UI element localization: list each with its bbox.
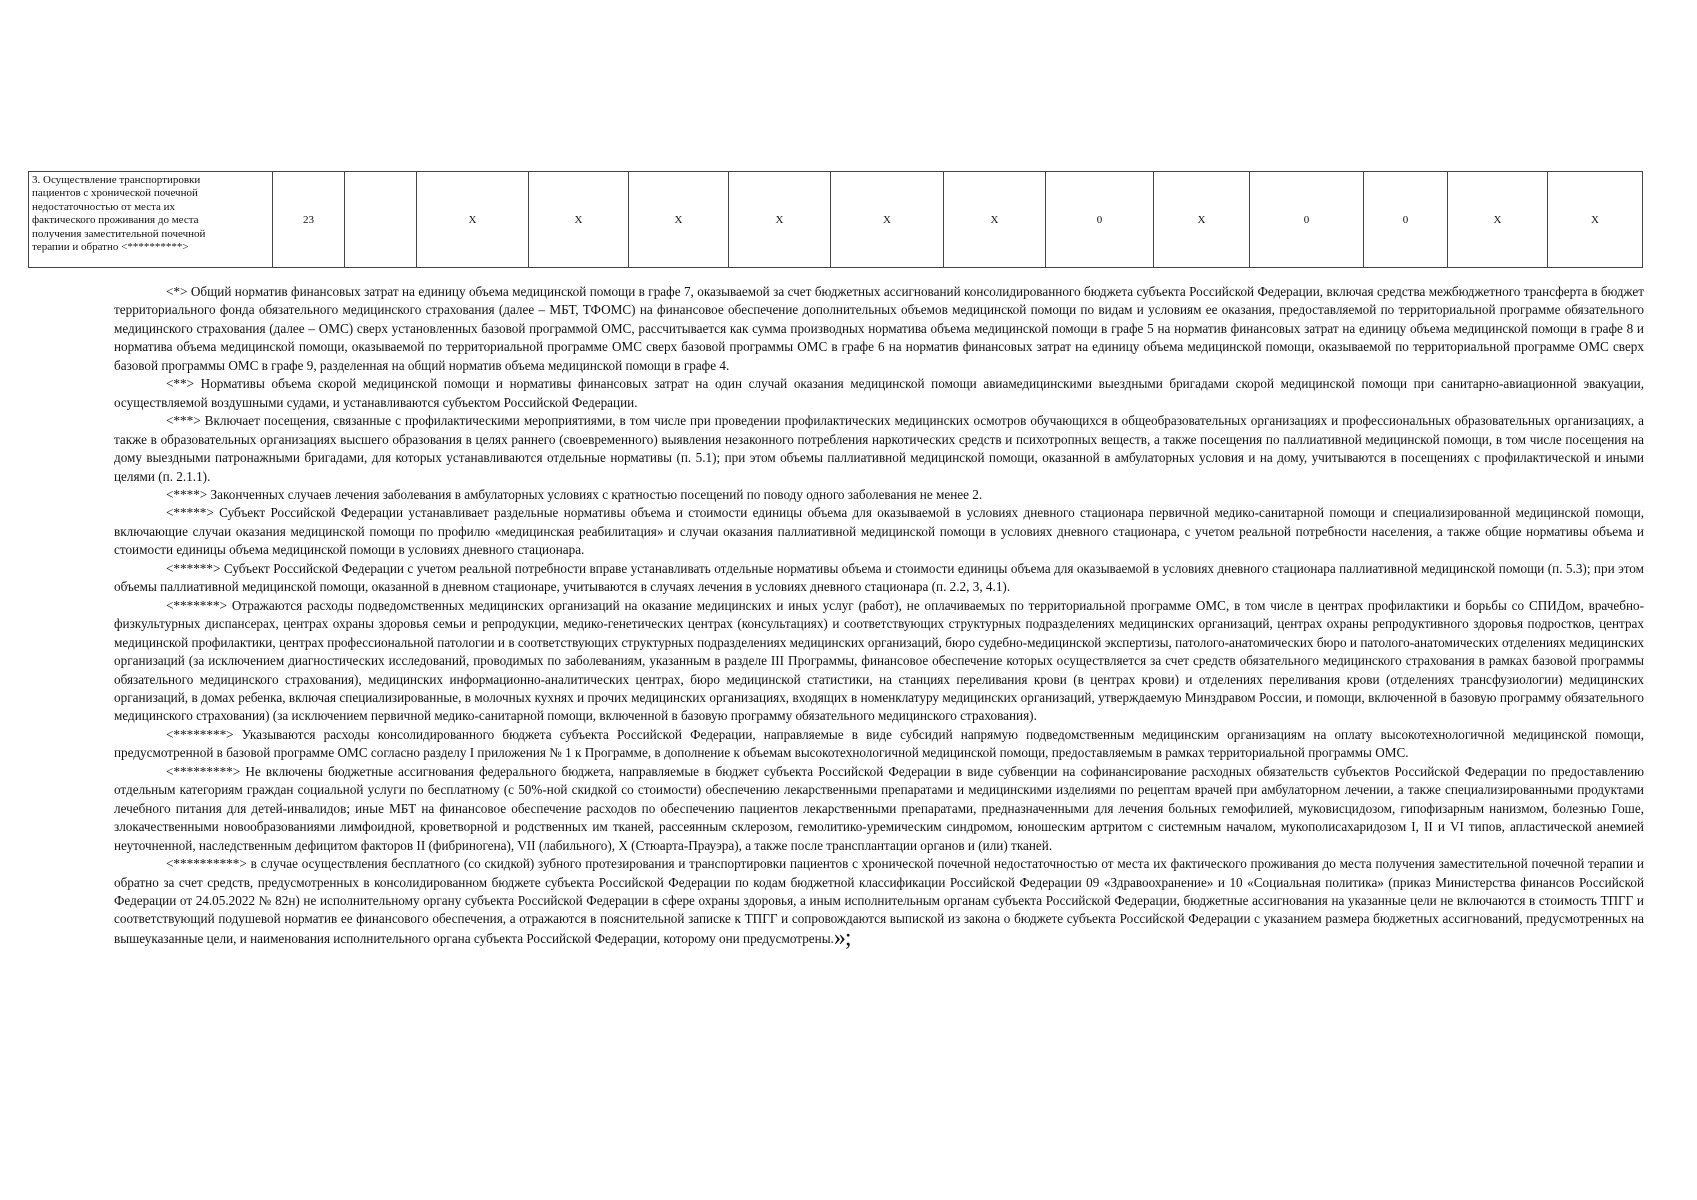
footnote: <******> Субъект Российской Федерации с учетом реальной потребности вправе устанавливать отдельные нормативы объема и стоимости единицы объема для оказываемой в условиях дневного стационара паллиативной медицинской помощи (п. 5.3); при этом объемы паллиативной медицинской помощи, оказанной в дневном стационаре, учитываются в случаях лечения в условиях дневного стационара (п. 2.2, 3, 4.1). bbox=[114, 560, 1644, 595]
table-cell: X bbox=[831, 172, 944, 268]
footnote-text: <**********> в случае осуществления бесплатного (со скидкой) зубного протезирования и транспортировки пациентов с хронической почечной недостаточностью от места их фактического проживания до места получения заместительной почечной терапии и обратно за счет средств, предусмотренных в консолидированном бюджете субъекта Российской Федерации по кодам бюджетной классификации Российской Федерации 09 «Здравоохранение» и 10 «Социальная политика» (приказ Министерства финансов Российской Федерации от 24.05.2022 № 82н) не исполнительному органу субъекта Российской Федерации в сфере охраны здоровья, а иным исполнительным органам субъекта Российской Федерации, бюджетные ассигнования на указанные цели не включаются в стоимость ТПГГ и соответствующий подушевой норматив ее финансового обеспечения, а отражаются в пояснительной записке к ТПГГ и сопровождаются выпиской из закона о бюджете субъекта Российской Федерации с указанием размера бюджетных ассигнований, предусмотренных на вышеуказанные цели, и наименования исполнительного органа субъекта Российской Федерации, которому они предусмотрены. bbox=[114, 856, 1644, 946]
row-name-cell: 3. Осуществление транспортировки пациентов с хронической почечной недостаточностью от места их фактического проживания до места получения заместительной почечной терапии и обратно <**********> bbox=[29, 172, 273, 268]
table-cell: X bbox=[1448, 172, 1548, 268]
footnote: <*****> Субъект Российской Федерации устанавливает раздельные нормативы объема и стоимости единицы объема для оказываемой в условиях дневного стационара первичной медико-санитарной помощи и специализированной медицинской помощи, включающие случаи оказания медицинской помощи по профилю «медицинская реабилитация» и случаи оказания паллиативной медицинской помощи в условиях дневного стационара, с учетом реальной потребности населения, а также общие нормативы объема и стоимости единицы объема медицинской помощи в условиях дневного стационара. bbox=[114, 505, 1644, 558]
summary-table bbox=[28, 171, 1643, 268]
footnote: <****> Законченных случаев лечения заболевания в амбулаторных условиях с кратностью посещений по поводу одного заболевания не менее 2. bbox=[166, 486, 983, 502]
footnote: <*> Общий норматив финансовых затрат на единицу объема медицинской помощи в графе 7, оказываемой за счет бюджетных ассигнований консолидированного бюджета субъекта Российской Федерации, включая средства межбюджетного трансферта в бюджет территориального фонда обязательного медицинского страхования (далее – МБТ, ТФОМС) на финансовое обеспечение дополнительных объемов медицинской помощи по видам и условиям ее оказания, предоставляемой по территориальной программе обязательного медицинского страхования (далее – ОМС) сверх установленных базовой программой ОМС, рассчитывается как сумма производных норматива объема медицинской помощи в графе 5 на норматив финансовых затрат на единицу объема медицинской помощи в графе 8 и норматива объема медицинской помощи, оказываемой по территориальной программе ОМС сверх базовой программы ОМС в графе 6 на норматив финансовых затрат на единицу объема медицинской помощи, оказываемой по территориальной программе ОМС сверх базовой программы ОМС в графе 9, разделенная на общий норматив объема медицинской помощи в графе 4. bbox=[114, 284, 1644, 373]
footnote: <*******> Отражаются расходы подведомственных медицинских организаций на оказание медицинских и иных услуг (работ), не оплачиваемых по территориальной программе ОМС, в том числе в центрах профилактики и борьбы со СПИДом, врачебно-физкультурных диспансерах, центрах охраны здоровья семьи и репродукции, медико-генетических центрах (консультациях) и соответствующих структурных подразделениях медицинских организаций, центрах охраны репродуктивного здоровья подростков, центрах медицинской профилактики, центрах профессиональной патологии и в соответствующих структурных подразделениях медицинских организаций, бюро судебно-медицинской экспертизы, патолого-анатомических бюро и патолого-анатомических отделениях медицинских организаций (за исключением диагностических исследований, проводимых по заболеваниям, указанным в разделе III Программы, финансовое обеспечение которых осуществляется за счет средств обязательного медицинского страхования в рамках базовой программы обязательного медицинского страхования), медицинских информационно-аналитических центрах, бюро медицинской статистики, на станциях переливания крови (в центрах крови) и отделениях переливания крови (отделениях трансфузиологии) медицинских организаций, в домах ребенка, включая специализированные, в молочных кухнях и прочих медицинских организациях, входящих в номенклатуру медицинских организаций, утверждаемую Минздравом России, и помощи, включенной в базовую программу обязательного медицинского страхования) (за исключением первичной медико-санитарной помощи, включенной в базовую программу обязательного медицинского страхования). bbox=[114, 597, 1644, 724]
table-cell: X bbox=[729, 172, 831, 268]
table-cell: X bbox=[1548, 172, 1643, 268]
table-cell: 0 bbox=[1364, 172, 1448, 268]
table-cell: X bbox=[944, 172, 1046, 268]
table-cell: 0 bbox=[1250, 172, 1364, 268]
table-cell: X bbox=[417, 172, 529, 268]
footnote: <***> Включает посещения, связанные с профилактическими мероприятиями, в том числе при проведении профилактических медицинских осмотров обучающихся в общеобразовательных организациях и профессиональных образовательных организациях, а также в образовательных организациях высшего образования в целях раннего (своевременного) выявления незаконного потребления наркотических средств и психотропных веществ, а также посещения по паллиативной медицинской помощи, в том числе посещения на дому выездными патронажными бригадами, для которых устанавливаются отдельные нормативы (п. 5.1); при этом объемы паллиативной медицинской помощи, оказанной в амбулаторных условия и на дому, учитываются в посещениях с профилактической и иными целями (п. 2.1.1). bbox=[114, 413, 1644, 484]
footnote-last bbox=[114, 855, 1644, 951]
footnote: <********> Указываются расходы консолидированного бюджета субъекта Российской Федерации, направляемые в виде субсидий напрямую подведомственным медицинским организациям на оплату высокотехнологичной медицинской помощи, предусмотренной в базовой программе ОМС согласно разделу I приложения № 1 к Программе, в дополнение к объемам высокотехнологичной медицинской помощи, предоставляемым в рамках территориальной программы ОМС. bbox=[114, 726, 1644, 761]
table-cell: 0 bbox=[1046, 172, 1154, 268]
table-cell: X bbox=[629, 172, 729, 268]
table-cell: X bbox=[529, 172, 629, 268]
closing-quote-mark: »; bbox=[833, 924, 851, 951]
table-row bbox=[29, 172, 1643, 268]
table-cell: 23 bbox=[273, 172, 345, 268]
footnote: <**> Нормативы объема скорой медицинской помощи и нормативы финансовых затрат на один случай оказания медицинской помощи авиамедицинскими выездными бригадами скорой медицинской помощи при санитарно-авиационной эвакуации, осуществляемой воздушными судами, и устанавливаются субъектом Российской Федерации. bbox=[114, 376, 1644, 410]
footnotes bbox=[114, 283, 1644, 951]
table-cell: X bbox=[1154, 172, 1250, 268]
table-cell bbox=[345, 172, 417, 268]
footnote: <*********> Не включены бюджетные ассигнования федерального бюджета, направляемые в бюджет субъекта Российской Федерации в виде субвенции на софинансирование расходных обязательств субъектов Российской Федерации по предоставлению отдельным категориям граждан социальной услуги по бесплатному (с 50%-ной скидкой со стоимости) обеспечению лекарственными препаратами и медицинскими изделиями по рецептам врачей при амбулаторном лечении, а также специализированными продуктами лечебного питания для детей-инвалидов; иные МБТ на финансовое обеспечение расходов по обеспечению пациентов лекарственными препаратами, предназначенными для лечения больных гемофилией, муковисцидозом, гипофизарным нанизмом, болезнью Гоше, злокачественными новообразованиями лимфоидной, кроветворной и родственных им тканей, рассеянным склерозом, гемолитико-уремическим синдромом, юношеским артритом с системным началом, мукополисахаридозом I, II и VI типов, апластической анемией неуточненной, наследственным дефицитом факторов II (фибриногена), VII (лабильного), X (Стюарта-Прауэра), а также после трансплантации органов и (или) тканей. bbox=[114, 763, 1644, 853]
